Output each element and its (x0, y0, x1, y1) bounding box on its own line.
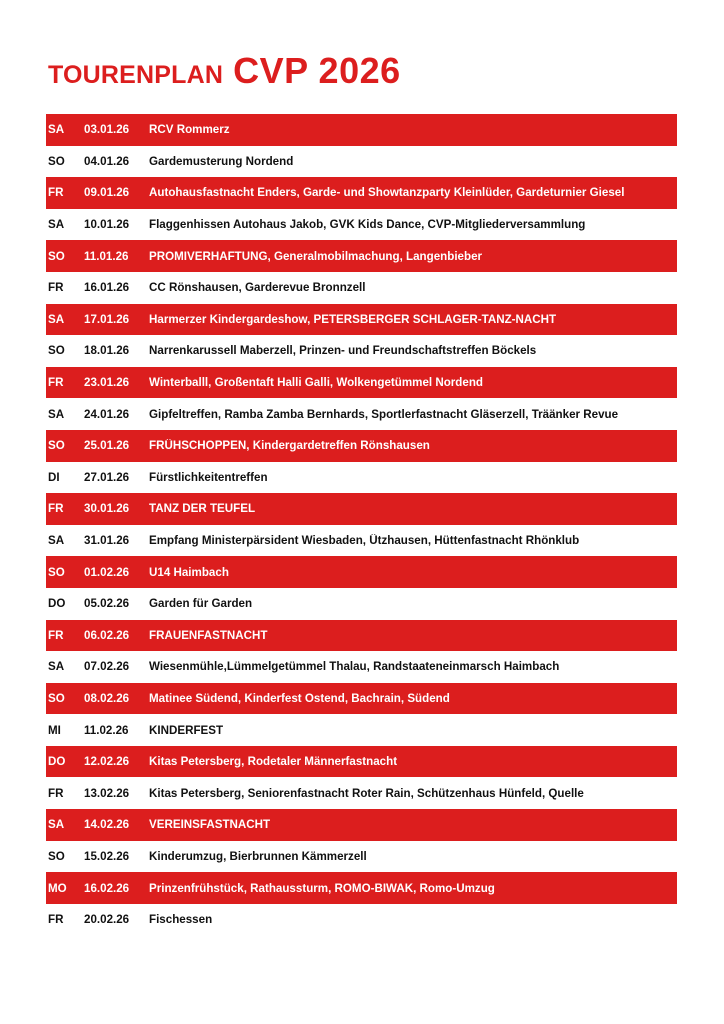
table-row (46, 209, 677, 241)
tour-schedule-table (46, 114, 677, 935)
table-row (46, 683, 677, 715)
event-cell: RCV Rommerz (149, 123, 230, 137)
event-cell: Winterballl, Großentaft Halli Galli, Wolkengetümmel Nordend (149, 376, 484, 390)
date-cell: 01.02.26 (84, 565, 130, 579)
day-cell: MO (48, 881, 67, 895)
date-cell: 17.01.26 (84, 312, 130, 326)
table-row (46, 777, 677, 809)
date-cell: 27.01.26 (84, 470, 130, 484)
date-cell: 07.02.26 (84, 660, 130, 674)
event-cell: U14 Haimbach (149, 565, 229, 579)
event-cell: TANZ DER TEUFEL (149, 502, 256, 516)
date-cell: 06.02.26 (84, 628, 130, 642)
day-cell: SA (48, 312, 65, 326)
table-row (46, 272, 677, 304)
table-row (46, 714, 677, 746)
title-prefix: TOURENPLAN (48, 61, 224, 89)
table-row (46, 114, 677, 146)
day-cell: SA (48, 818, 65, 832)
date-cell: 16.01.26 (84, 281, 130, 295)
date-cell: 14.02.26 (84, 818, 130, 832)
table-row (46, 240, 677, 272)
event-cell: Kinderumzug, Bierbrunnen Kämmerzell (149, 849, 367, 863)
table-row (46, 367, 677, 399)
day-cell: DO (48, 755, 66, 769)
table-row (46, 335, 677, 367)
table-row (46, 841, 677, 873)
event-cell: Gipfeltreffen, Ramba Zamba Bernhards, Sportlerfastnacht Gläserzell, Träänker Revue (149, 407, 619, 421)
event-cell: Fürstlichkeitentreffen (149, 470, 268, 484)
date-cell: 13.02.26 (84, 786, 130, 800)
date-cell: 20.02.26 (84, 913, 130, 927)
date-cell: 18.01.26 (84, 344, 130, 358)
date-cell: 30.01.26 (84, 502, 130, 516)
event-cell: Harmerzer Kindergardeshow, PETERSBERGER SCHLAGER-TANZ-NACHT (149, 312, 557, 326)
day-cell: SO (48, 849, 65, 863)
day-cell: SA (48, 407, 65, 421)
date-cell: 03.01.26 (84, 123, 130, 137)
table-row (46, 177, 677, 209)
table-row (46, 430, 677, 462)
day-cell: SO (48, 439, 65, 453)
day-cell: FR (48, 376, 64, 390)
day-cell: SA (48, 218, 65, 232)
date-cell: 04.01.26 (84, 154, 130, 168)
title-main: CVP 2026 (233, 50, 401, 91)
event-cell: FRÜHSCHOPPEN, Kindergardetreffen Rönshausen (149, 439, 430, 453)
table-row (46, 462, 677, 494)
date-cell: 08.02.26 (84, 691, 130, 705)
day-cell: FR (48, 913, 64, 927)
date-cell: 11.01.26 (84, 249, 129, 263)
table-row (46, 872, 677, 904)
table-row (46, 493, 677, 525)
day-cell: FR (48, 786, 64, 800)
event-cell: Prinzenfrühstück, Rathaussturm, ROMO-BIWAK, Romo-Umzug (149, 881, 495, 895)
event-cell: Kitas Petersberg, Rodetaler Männerfastnacht (149, 755, 398, 769)
event-cell: Matinee Südend, Kinderfest Ostend, Bachrain, Südend (149, 691, 450, 705)
table-row (46, 304, 677, 336)
day-cell: SO (48, 154, 65, 168)
day-cell: SO (48, 691, 65, 705)
day-cell: SO (48, 249, 65, 263)
day-cell: DO (48, 597, 66, 611)
table-row (46, 556, 677, 588)
event-cell: Gardemusterung Nordend (149, 154, 294, 168)
day-cell: FR (48, 186, 64, 200)
table-row (46, 398, 677, 430)
day-cell: MI (48, 723, 61, 737)
date-cell: 25.01.26 (84, 439, 130, 453)
page-title (48, 50, 401, 90)
day-cell: SA (48, 534, 65, 548)
date-cell: 12.02.26 (84, 755, 130, 769)
date-cell: 16.02.26 (84, 881, 130, 895)
day-cell: FR (48, 628, 64, 642)
event-cell: Autohausfastnacht Enders, Garde- und Showtanzparty Kleinlüder, Gardeturnier Giesel (149, 186, 625, 200)
event-cell: CC Rönshausen, Garderevue Bronnzell (149, 281, 366, 295)
event-cell: VEREINSFASTNACHT (149, 818, 271, 832)
event-cell: Garden für Garden (149, 597, 253, 611)
day-cell: FR (48, 502, 64, 516)
table-row (46, 525, 677, 557)
event-cell: PROMIVERHAFTUNG, Generalmobilmachung, Langenbieber (149, 249, 483, 263)
date-cell: 15.02.26 (84, 849, 130, 863)
date-cell: 23.01.26 (84, 376, 130, 390)
event-cell: Flaggenhissen Autohaus Jakob, GVK Kids Dance, CVP-Mitgliederversammlung (149, 218, 586, 232)
day-cell: SO (48, 565, 65, 579)
date-cell: 09.01.26 (84, 186, 130, 200)
table-row (46, 746, 677, 778)
day-cell: DI (48, 470, 60, 484)
event-cell: KINDERFEST (149, 723, 224, 737)
event-cell: FRAUENFASTNACHT (149, 628, 268, 642)
table-row (46, 904, 677, 936)
event-cell: Wiesenmühle,Lümmelgetümmel Thalau, Randstaateneinmarsch Haimbach (149, 660, 560, 674)
table-row (46, 588, 677, 620)
event-cell: Kitas Petersberg, Seniorenfastnacht Roter Rain, Schützenhaus Hünfeld, Quelle (149, 786, 584, 800)
date-cell: 31.01.26 (84, 534, 130, 548)
date-cell: 10.01.26 (84, 218, 130, 232)
event-cell: Narrenkarussell Maberzell, Prinzen- und Freundschaftstreffen Böckels (149, 344, 537, 358)
table-row (46, 146, 677, 178)
day-cell: FR (48, 281, 64, 295)
day-cell: SO (48, 344, 65, 358)
event-cell: Empfang Ministerpärsident Wiesbaden, Ützhausen, Hüttenfastnacht Rhönklub (149, 534, 580, 548)
day-cell: SA (48, 660, 65, 674)
date-cell: 05.02.26 (84, 597, 130, 611)
event-cell: Fischessen (149, 913, 213, 927)
day-cell: SA (48, 123, 65, 137)
table-row (46, 809, 677, 841)
date-cell: 11.02.26 (84, 723, 129, 737)
date-cell: 24.01.26 (84, 407, 130, 421)
table-row (46, 651, 677, 683)
table-row (46, 620, 677, 652)
